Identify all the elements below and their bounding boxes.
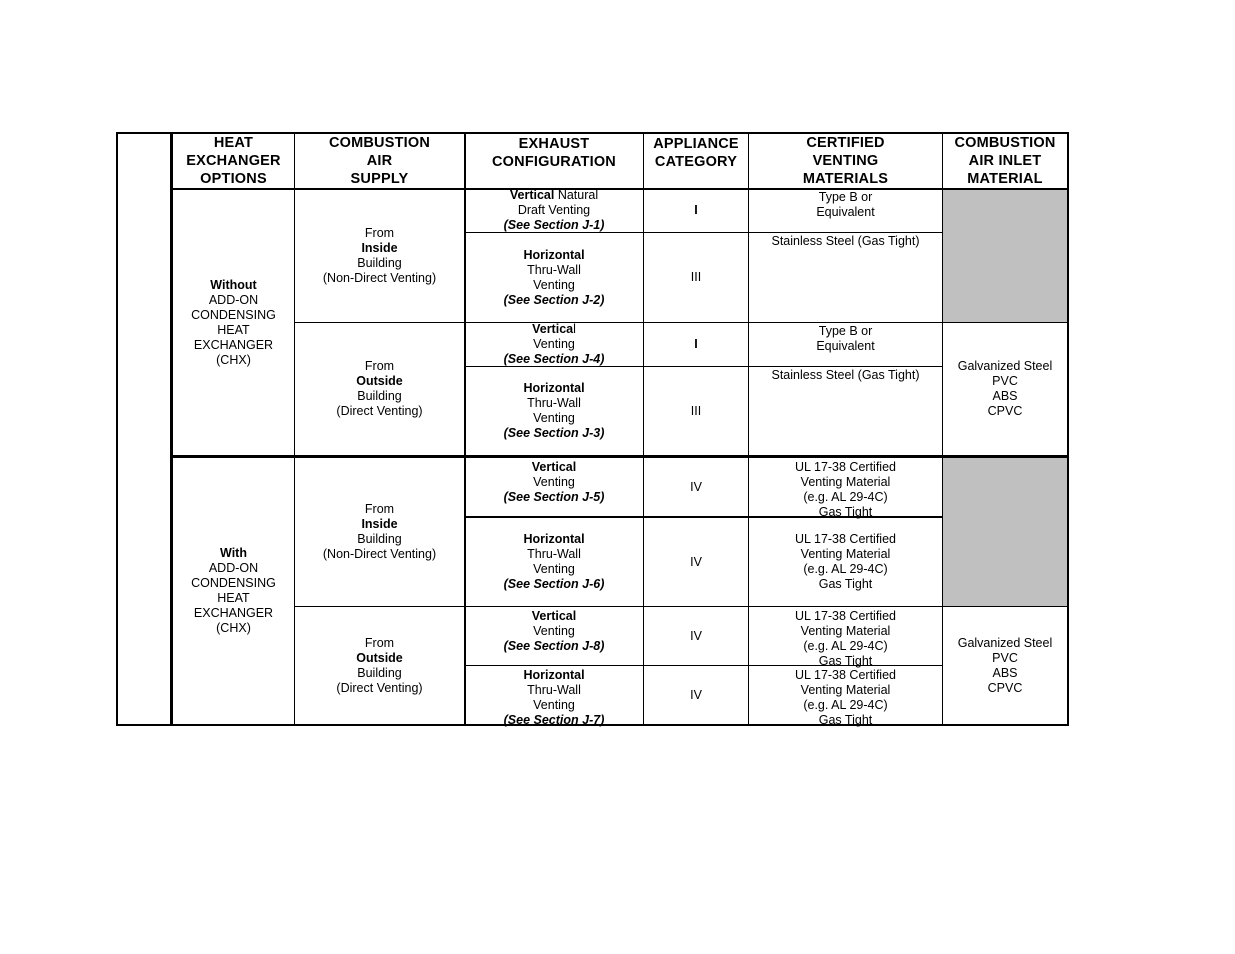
shaded-cell [943, 458, 1067, 606]
header-appliance-category [644, 135, 748, 188]
material-line: Stainless Steel (Gas Tight) [771, 234, 920, 248]
material-line: Type B or [818, 324, 873, 338]
section-ref: (See Section J-8) [503, 639, 605, 653]
supply-line: Building [357, 532, 402, 546]
supply-line: (Direct Venting) [336, 680, 423, 695]
header-line: COMBUSTION [954, 135, 1056, 151]
header-line: MATERIAL [967, 171, 1043, 187]
category-cell [644, 323, 748, 366]
inlet-material-cell [943, 607, 1067, 724]
side-strip [118, 134, 173, 724]
header-line: COMBUSTION [328, 135, 431, 151]
category-value: I [694, 337, 698, 351]
option-line: HEAT [217, 591, 250, 605]
materials-cell [749, 460, 942, 519]
exhaust-cell [465, 668, 643, 727]
exhaust-bold: Vertical [509, 188, 555, 202]
inlet-material-cell [943, 323, 1067, 455]
materials-cell [749, 324, 942, 366]
header-line: CATEGORY [654, 154, 738, 170]
supply-line: Inside [361, 517, 398, 531]
exhaust-bold: Horizontal [523, 381, 585, 395]
option-line: EXCHANGER [193, 606, 274, 620]
category-cell [644, 518, 748, 606]
category-cell [644, 233, 748, 322]
section-ref: (See Section J-5) [503, 490, 605, 504]
exhaust-line: Thru-Wall [527, 547, 581, 561]
category-cell [644, 607, 748, 665]
materials-cell [749, 234, 942, 322]
material-line: UL 17-38 Certified [795, 609, 896, 623]
header-combustion-air-supply [295, 134, 464, 188]
material-line: Gas Tight [818, 713, 873, 727]
exhaust-line: Venting [533, 562, 575, 576]
supply-inside-1 [295, 190, 464, 322]
inlet-line: PVC [992, 650, 1018, 665]
header-line: CERTIFIED [806, 135, 885, 151]
exhaust-line: Thru-Wall [527, 396, 581, 410]
material-line: Venting Material [800, 475, 891, 489]
shaded-cell [943, 190, 1067, 322]
option-line: CONDENSING [191, 308, 276, 322]
inlet-line: ABS [992, 665, 1018, 680]
supply-line: From [364, 359, 395, 373]
supply-line: Outside [356, 374, 403, 388]
header-combustion-air-inlet-material [943, 134, 1067, 188]
exhaust-line: Venting [533, 698, 575, 712]
supply-line: Building [357, 389, 402, 403]
inlet-line: Galvanized Steel [957, 359, 1053, 373]
option-title: With [220, 546, 247, 560]
material-line: UL 17-38 Certified [795, 532, 896, 546]
header-heat-exchanger-options [173, 134, 294, 188]
inlet-line: CPVC [987, 404, 1023, 418]
exhaust-cell [465, 367, 643, 455]
exhaust-rest: l [573, 322, 576, 336]
category-cell [644, 367, 748, 455]
supply-line: Inside [361, 241, 398, 255]
exhaust-cell [465, 518, 643, 606]
category-value: III [690, 270, 702, 284]
category-cell [644, 458, 748, 516]
supply-line: (Non-Direct Venting) [322, 547, 437, 561]
material-line: Stainless Steel (Gas Tight) [771, 368, 920, 382]
inlet-line: Galvanized Steel [957, 635, 1053, 650]
materials-cell [749, 368, 942, 455]
exhaust-line: Venting [533, 411, 575, 425]
header-exhaust-configuration [465, 135, 643, 188]
supply-outside-2 [295, 607, 464, 724]
exhaust-title [510, 188, 598, 203]
exhaust-line: Venting [533, 277, 575, 292]
materials-cell [749, 668, 942, 727]
materials-cell [749, 609, 942, 668]
exhaust-line: Venting [533, 337, 575, 351]
category-value: III [690, 403, 702, 418]
header-certified-venting-materials [749, 134, 942, 188]
exhaust-title [532, 322, 576, 337]
materials-cell [749, 190, 942, 232]
exhaust-bold: Horizontal [523, 668, 585, 682]
header-line: EXCHANGER [186, 153, 281, 169]
option-line: (CHX) [216, 353, 251, 367]
section-ref: (See Section J-3) [503, 426, 605, 440]
category-value: IV [690, 554, 702, 569]
header-line: SUPPLY [350, 171, 409, 187]
section-ref: (See Section J-7) [503, 713, 605, 727]
supply-outside-1 [295, 323, 464, 455]
option-with-chx [173, 458, 294, 724]
exhaust-cell [465, 609, 643, 665]
material-line: (e.g. AL 29-4C) [803, 639, 888, 653]
exhaust-bold: Vertical [531, 460, 577, 474]
exhaust-rest: Natural [554, 188, 599, 202]
section-ref: (See Section J-2) [503, 292, 605, 307]
header-line: EXHAUST [518, 136, 590, 152]
supply-inside-2 [295, 458, 464, 606]
material-line: Type B or [818, 190, 873, 204]
category-cell [644, 189, 748, 232]
exhaust-line: Thru-Wall [527, 683, 581, 697]
exhaust-bold: Vertical [531, 609, 577, 623]
option-line: CONDENSING [191, 576, 276, 590]
material-line: Venting Material [800, 624, 891, 638]
section-ref: (See Section J-4) [503, 352, 605, 366]
materials-cell [749, 518, 942, 606]
category-value: IV [690, 628, 702, 643]
option-line: ADD-ON [208, 561, 259, 575]
material-line: Gas Tight [818, 577, 873, 591]
material-line: Venting Material [800, 547, 891, 561]
category-value: I [694, 203, 698, 217]
exhaust-line: Venting [533, 624, 575, 638]
section-ref: (See Section J-6) [503, 577, 605, 591]
material-line: (e.g. AL 29-4C) [803, 698, 888, 712]
option-line: (CHX) [216, 621, 251, 635]
exhaust-cell [465, 233, 643, 322]
exhaust-cell [465, 189, 643, 232]
material-line: Venting Material [800, 683, 891, 697]
header-line: AIR [366, 153, 393, 169]
supply-line: (Non-Direct Venting) [322, 271, 437, 285]
material-line: (e.g. AL 29-4C) [803, 490, 888, 504]
supply-line: From [364, 635, 395, 650]
material-line: Equivalent [816, 205, 875, 219]
exhaust-line: Thru-Wall [527, 262, 581, 277]
exhaust-cell [465, 460, 643, 516]
exhaust-bold: Horizontal [523, 247, 585, 262]
exhaust-cell [465, 323, 643, 366]
header-line: APPLIANCE [653, 136, 739, 152]
option-line: EXCHANGER [193, 338, 274, 352]
material-line: Gas Tight [818, 505, 873, 519]
option-line: HEAT [217, 323, 250, 337]
header-line: HEAT [213, 135, 254, 151]
header-line: MATERIALS [802, 171, 889, 187]
material-line: Equivalent [816, 339, 875, 353]
option-without-chx [173, 190, 294, 456]
category-value: IV [690, 687, 702, 702]
supply-line: From [364, 226, 395, 240]
venting-table [116, 132, 1069, 726]
header-line: AIR INLET [968, 153, 1042, 169]
category-cell [644, 666, 748, 724]
supply-line: Building [357, 256, 402, 270]
category-value: IV [690, 479, 702, 494]
exhaust-bold: Vertica [532, 322, 574, 336]
supply-line: Building [357, 665, 402, 680]
supply-line: Outside [356, 650, 403, 665]
material-line: (e.g. AL 29-4C) [803, 562, 888, 576]
supply-line: (Direct Venting) [336, 404, 423, 418]
section-ref: (See Section J-1) [503, 218, 605, 232]
exhaust-bold: Horizontal [523, 532, 585, 546]
supply-line: From [364, 502, 395, 516]
option-line: ADD-ON [208, 293, 259, 307]
header-line: CONFIGURATION [492, 154, 616, 170]
option-title: Without [210, 278, 257, 292]
material-line: Gas Tight [818, 654, 873, 668]
header-line: VENTING [812, 153, 879, 169]
material-line: UL 17-38 Certified [795, 668, 896, 682]
exhaust-line: Venting [533, 475, 575, 489]
inlet-line: PVC [992, 374, 1018, 388]
material-line: UL 17-38 Certified [795, 460, 896, 474]
header-line: OPTIONS [200, 171, 267, 187]
exhaust-line: Draft Venting [517, 203, 591, 217]
inlet-line: CPVC [987, 680, 1023, 695]
inlet-line: ABS [992, 389, 1018, 403]
